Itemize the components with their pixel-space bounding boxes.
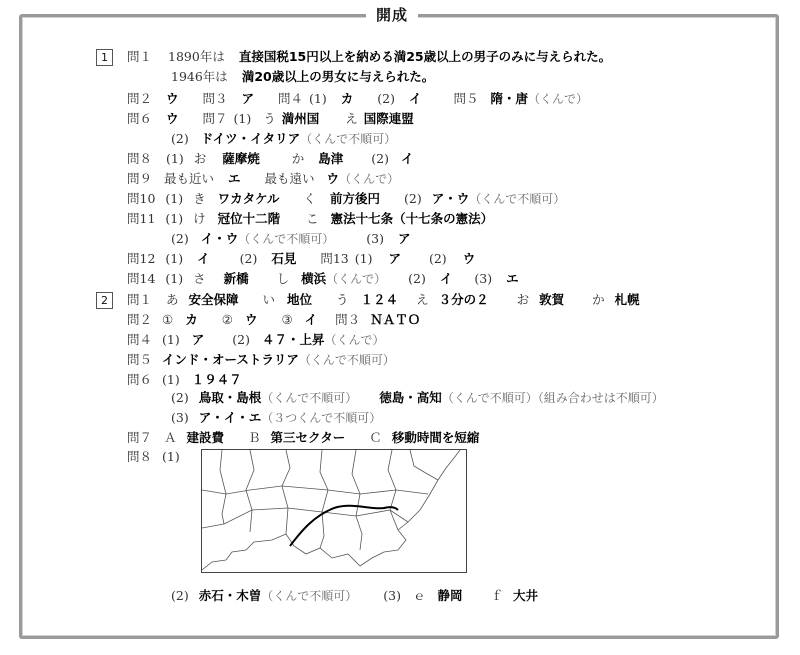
q2-line-5: 問６ (1) １９４７ — [127, 372, 242, 387]
q1-line-12: 問14 (1) さ 新橋 し 横浜（くんで） (2) イ (3) エ — [127, 271, 519, 286]
q2-line-6: (2) 鳥取・島根（くんで不順可） 徳島・高知（くんで不順可）（組み合わせは不順可） — [171, 390, 664, 405]
q1-line-7: 問９ 最も近い エ 最も遠い ウ（くんで） — [127, 171, 400, 186]
q1-line-2: 1946年は 満20歳以上の男女に与えられた。 — [171, 69, 435, 84]
q1-line-5: (2) ドイツ・イタリア（くんで不順可） — [171, 131, 397, 146]
q1-line-1: 問１ 1890年は 直接国税15円以上を納める満25歳以上の男子のみに与えられた。 — [127, 49, 612, 64]
map-drawing — [202, 450, 466, 572]
q1-line-4: 問６ ウ 問７ (1) う 満州国 え 国際連盟 — [127, 111, 414, 126]
q2-line-3: 問４ (1) ア (2) ４７・上昇（くんで） — [127, 332, 385, 347]
q1-line-6: 問８ (1) お 薩摩焼 か 島津 (2) イ — [127, 151, 414, 166]
section-1-number: 1 — [96, 49, 113, 66]
q2-line-1: 問１ あ 安全保障 い 地位 う １２４ え ３分の２ お 敦賀 か 札幌 — [127, 292, 640, 307]
q2-line-4: 問５ インド・オーストラリア（くんで不順可） — [127, 352, 395, 367]
q2-line-10: (2) 赤石・木曽（くんで不順可） (3) ｅ 静岡 ｆ 大井 — [171, 588, 538, 603]
q1-line-9: 問11 (1) け 冠位十二階 こ 憲法十七条（十七条の憲法） — [127, 211, 494, 226]
q1-line-3: 問２ ウ 問３ ア 問４ (1) カ (2) イ 問５ 隋・唐（くんで） — [127, 91, 589, 106]
section-2-number: 2 — [96, 292, 113, 309]
q2-line-7: (3) ア・イ・エ（３つくんで不順可） — [171, 410, 382, 425]
route-map — [201, 449, 467, 573]
q2-line-9: 問８ (1) — [127, 449, 180, 464]
q1-line-11: 問12 (1) イ (2) 石見 問13 (1) ア (2) ウ — [127, 251, 476, 266]
q2-line-8: 問７ Ａ 建設費 Ｂ 第三セクター Ｃ 移動時間を短縮 — [127, 430, 480, 445]
page-title: 開成 — [366, 4, 418, 25]
q2-line-2: 問２ ① カ ② ウ ③ イ 問３ ＮＡＴＯ — [127, 312, 421, 327]
q1-line-8: 問10 (1) き ワカタケル く 前方後円 (2) ア・ウ（くんで不順可） — [127, 191, 566, 206]
q1-line-10: (2) イ・ウ（くんで不順可） (3) ア — [171, 231, 411, 246]
